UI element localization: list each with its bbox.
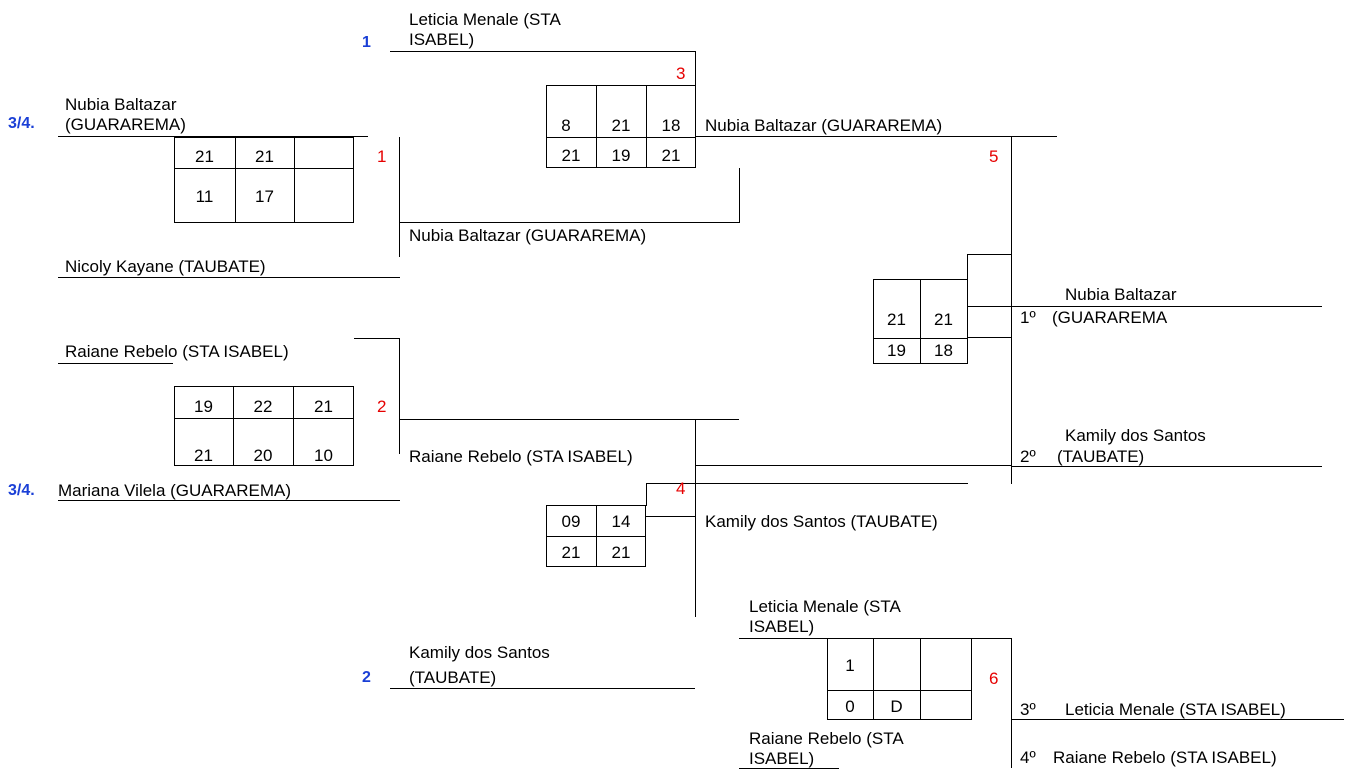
match-1-bottom-set2: 17 [255, 187, 274, 206]
match-6-top-set1: 1 [845, 656, 855, 675]
bracket-line [739, 168, 740, 223]
match-3-top-set3: 18 [661, 116, 681, 135]
match-3-winner: Nubia Baltazar (GUARAREMA) [705, 116, 943, 135]
player-line [58, 363, 173, 364]
bracket-line [695, 51, 696, 86]
match-5-top-set2: 21 [934, 310, 953, 329]
match-1-number: 1 [377, 147, 387, 166]
player-mariana: Mariana Vilela (GUARAREMA) [58, 481, 292, 500]
bracket-line [399, 137, 400, 257]
player-line [58, 277, 400, 278]
match-4-winner: Kamily dos Santos (TAUBATE) [705, 512, 938, 531]
player-kamily-line1: Kamily dos Santos [409, 643, 550, 662]
first-place-name-line2: (GUARAREMA [1052, 308, 1168, 327]
bracket-line [354, 338, 400, 339]
match-3-bottom-set2: 19 [611, 146, 631, 165]
match-3-top-set2: 21 [611, 116, 631, 135]
cell-divider [174, 168, 354, 169]
bracket-line [399, 222, 740, 223]
match-6-bottom-set2: D [890, 697, 903, 716]
player-raiane-bottom-line2: ISABEL) [749, 749, 815, 768]
bracket-line [1011, 466, 1322, 467]
second-place-name-line2: (TAUBATE) [1057, 447, 1145, 466]
player-leticia-bottom-line2: ISABEL) [749, 617, 815, 636]
match-3-top-set1: 8 [561, 116, 571, 135]
match-3-bottom-set3: 21 [661, 146, 681, 165]
fourth-place-rank: 4º [1020, 748, 1036, 767]
match-4-bottom-set1: 21 [561, 543, 581, 562]
match-6-number: 6 [989, 669, 999, 688]
seed-1-top: 1 [362, 34, 371, 51]
match-4-top-set2: 14 [611, 512, 631, 531]
seed-34-bottom: 3/4. [8, 482, 35, 499]
second-place-rank: 2º [1020, 447, 1036, 466]
match-2-top-set1: 19 [194, 397, 213, 416]
bracket-line [695, 136, 1057, 137]
third-place-name: Leticia Menale (STA ISABEL) [1065, 700, 1286, 719]
match-5-bottom-set2: 18 [934, 341, 953, 360]
match-2-top-set3: 21 [314, 397, 333, 416]
cell-divider [546, 137, 696, 138]
bracket-line [695, 419, 696, 617]
match-3-bottom-set1: 21 [561, 146, 581, 165]
match-5-number: 5 [989, 147, 999, 166]
bracket-line [399, 419, 739, 420]
match-1-top-set2: 21 [255, 147, 274, 166]
seed-34-top: 3/4. [8, 115, 35, 132]
player-leticia-top-line1: Leticia Menale (STA [409, 10, 561, 29]
player-line [390, 51, 695, 52]
player-raiane-seed: Raiane Rebelo (STA ISABEL) [65, 342, 289, 361]
fourth-place-name: Raiane Rebelo (STA ISABEL) [1053, 748, 1277, 767]
player-line [390, 688, 695, 689]
player-nicoly: Nicoly Kayane (TAUBATE) [65, 257, 266, 276]
bracket-line [1011, 638, 1012, 768]
match-5-bottom-set1: 19 [887, 341, 906, 360]
first-place-name-line1: Nubia Baltazar [1065, 285, 1177, 304]
bracket-line [399, 338, 400, 454]
match-1-bottom-set1: 11 [195, 187, 214, 206]
player-nubia-line1: Nubia Baltazar [65, 95, 177, 114]
match-1-top-set1: 21 [195, 147, 214, 166]
player-leticia-bottom-line1: Leticia Menale (STA [749, 597, 901, 616]
match-2-bottom-set3: 10 [314, 446, 333, 465]
match-2-number: 2 [377, 397, 387, 416]
player-leticia-top-line2: ISABEL) [409, 30, 475, 49]
match-4-bottom-set2: 21 [611, 543, 631, 562]
bracket-line [646, 483, 968, 484]
match-5-top-set1: 21 [887, 310, 906, 329]
bracket-line [967, 306, 1322, 307]
bracket-line [971, 638, 1012, 639]
match-2-bottom-set2: 20 [253, 446, 273, 465]
cell-divider [920, 638, 921, 720]
match-4-top-set1: 09 [561, 512, 581, 531]
bracket-line [695, 465, 1012, 466]
cell-divider [827, 690, 972, 691]
cell-divider [546, 536, 646, 537]
cell-divider [873, 338, 968, 339]
match-2-bottom-set1: 21 [194, 446, 213, 465]
match-4-number: 4 [676, 479, 686, 498]
player-nubia-line2: (GUARAREMA) [65, 115, 186, 134]
seed-2-bottom: 2 [362, 669, 371, 686]
match-3-number: 3 [676, 64, 686, 83]
bracket-line [646, 483, 647, 506]
match-1-winner: Nubia Baltazar (GUARAREMA) [409, 226, 647, 245]
cell-divider [294, 137, 295, 223]
player-line [739, 768, 839, 769]
final-bracket-box [967, 254, 1012, 338]
match-6-bottom-set1: 0 [845, 697, 855, 716]
player-line [58, 500, 400, 501]
second-place-name-line1: Kamily dos Santos [1065, 426, 1206, 445]
first-place-rank: 1º [1020, 308, 1036, 327]
match-2-top-set2: 22 [253, 397, 273, 416]
match-2-winner: Raiane Rebelo (STA ISABEL) [409, 447, 633, 466]
player-raiane-bottom-line1: Raiane Rebelo (STA [749, 729, 904, 748]
cell-divider [174, 418, 354, 419]
bracket-line [646, 516, 696, 517]
third-place-rank: 3º [1020, 700, 1036, 719]
player-kamily-line2: (TAUBATE) [409, 668, 497, 687]
